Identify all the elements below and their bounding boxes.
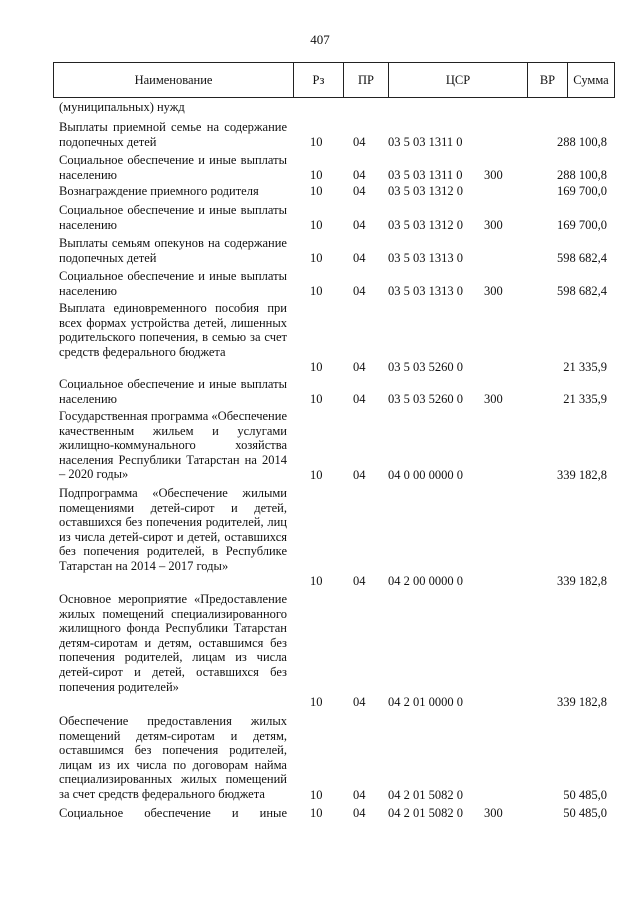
row-rz: 10 (310, 788, 323, 802)
header-csr: ЦСР (388, 63, 527, 97)
row-name: Вознаграждение приемного родителя (59, 184, 259, 198)
header-rz: Рз (293, 63, 343, 97)
row-csr: 04 2 01 5082 0 (388, 788, 463, 802)
row-csr: 03 5 03 5260 0 (388, 392, 463, 406)
row-sum: 50 485,0 (563, 788, 607, 802)
row-sum: 288 100,8 (557, 168, 607, 182)
row-rz: 10 (310, 284, 323, 298)
row-sum: 50 485,0 (563, 806, 607, 820)
header-pr: ПР (343, 63, 388, 97)
row-rz: 10 (310, 392, 323, 406)
row-pr: 04 (353, 284, 366, 298)
row-csr: 04 2 00 0000 0 (388, 574, 463, 588)
row-vr: 300 (484, 284, 503, 298)
row-csr: 03 5 03 1311 0 (388, 168, 463, 182)
row-sum: 598 682,4 (557, 284, 607, 298)
row-vr: 300 (484, 392, 503, 406)
row-pr: 04 (353, 695, 366, 709)
row-rz: 10 (310, 806, 323, 820)
row-rz: 10 (310, 251, 323, 265)
row-pr: 04 (353, 788, 366, 802)
row-pr: 04 (353, 360, 366, 374)
row-csr: 04 0 00 0000 0 (388, 468, 463, 482)
row-name: Обеспечение предоставления жилых помещений детям-сиротам и детям, оставшимся без попечения родителей, лицам из их числа по договорам найма специализированных жилых помещений за счет средств федерального бюджета (59, 714, 287, 801)
row-name: Социальное обеспечение и иные выплаты населению (59, 269, 287, 298)
row-pr: 04 (353, 251, 366, 265)
row-csr: 03 5 03 1311 0 (388, 135, 463, 149)
row-name: Подпрограмма «Обеспечение жилыми помещениями детей-сирот и детей, оставшихся без попечения родителей, лиц из числа детей-сирот и детей, оставшихся без попечения родителей, в Республике Татарстан на 2014 – 2017 годы» (59, 486, 287, 573)
row-csr: 03 5 03 1313 0 (388, 284, 463, 298)
row-rz: 10 (310, 360, 323, 374)
row-name: (муниципальных) нужд (59, 100, 185, 114)
row-csr: 04 2 01 0000 0 (388, 695, 463, 709)
row-pr: 04 (353, 184, 366, 198)
row-csr: 03 5 03 5260 0 (388, 360, 463, 374)
row-name: Социальное обеспечение и иные (59, 806, 287, 820)
row-rz: 10 (310, 574, 323, 588)
row-rz: 10 (310, 168, 323, 182)
row-name: Выплаты приемной семье на содержание подопечных детей (59, 120, 287, 149)
header-name: Наименование (134, 72, 213, 87)
row-sum: 598 682,4 (557, 251, 607, 265)
row-name: Выплаты семьям опекунов на содержание подопечных детей (59, 236, 287, 265)
table-header (53, 62, 615, 98)
row-rz: 10 (310, 135, 323, 149)
row-pr: 04 (353, 135, 366, 149)
row-vr: 300 (484, 218, 503, 232)
header-sum: Сумма (567, 63, 614, 97)
row-csr: 03 5 03 1313 0 (388, 251, 463, 265)
row-sum: 339 182,8 (557, 574, 607, 588)
row-sum: 339 182,8 (557, 695, 607, 709)
row-rz: 10 (310, 184, 323, 198)
row-vr: 300 (484, 806, 503, 820)
row-name: Государственная программа «Обеспечение качественным жильем и услугами жилищно-коммунального хозяйства населения Республики Татарстан на 2014 – 2020 годы» (59, 409, 287, 482)
row-sum: 169 700,0 (557, 218, 607, 232)
page-number: 407 (310, 32, 330, 47)
row-pr: 04 (353, 392, 366, 406)
row-name: Основное мероприятие «Предоставление жилых помещений специализированного жилищного фонда Республики Татарстан детям-сиротам и детям, оставшимся без попечения родителей, лицам из числа детей-сирот и детей, оставшихся без попечения родителей» (59, 592, 287, 694)
row-pr: 04 (353, 574, 366, 588)
row-sum: 169 700,0 (557, 184, 607, 198)
row-csr: 03 5 03 1312 0 (388, 218, 463, 232)
row-rz: 10 (310, 695, 323, 709)
row-sum: 21 335,9 (563, 392, 607, 406)
row-pr: 04 (353, 218, 366, 232)
header-vr: ВР (527, 63, 567, 97)
row-pr: 04 (353, 168, 366, 182)
row-sum: 21 335,9 (563, 360, 607, 374)
row-csr: 03 5 03 1312 0 (388, 184, 463, 198)
row-name: Социальное обеспечение и иные выплаты населению (59, 377, 287, 406)
row-name: Социальное обеспечение и иные выплаты населению (59, 203, 287, 232)
row-pr: 04 (353, 806, 366, 820)
row-csr: 04 2 01 5082 0 (388, 806, 463, 820)
row-name: Социальное обеспечение и иные выплаты населению (59, 153, 287, 182)
row-name: Выплата единовременного пособия при всех формах устройства детей, лишенных родительского попечения, в семью за счет средств федерального бюджета (59, 301, 287, 359)
row-sum: 288 100,8 (557, 135, 607, 149)
row-rz: 10 (310, 218, 323, 232)
row-pr: 04 (353, 468, 366, 482)
row-vr: 300 (484, 168, 503, 182)
row-sum: 339 182,8 (557, 468, 607, 482)
row-rz: 10 (310, 468, 323, 482)
